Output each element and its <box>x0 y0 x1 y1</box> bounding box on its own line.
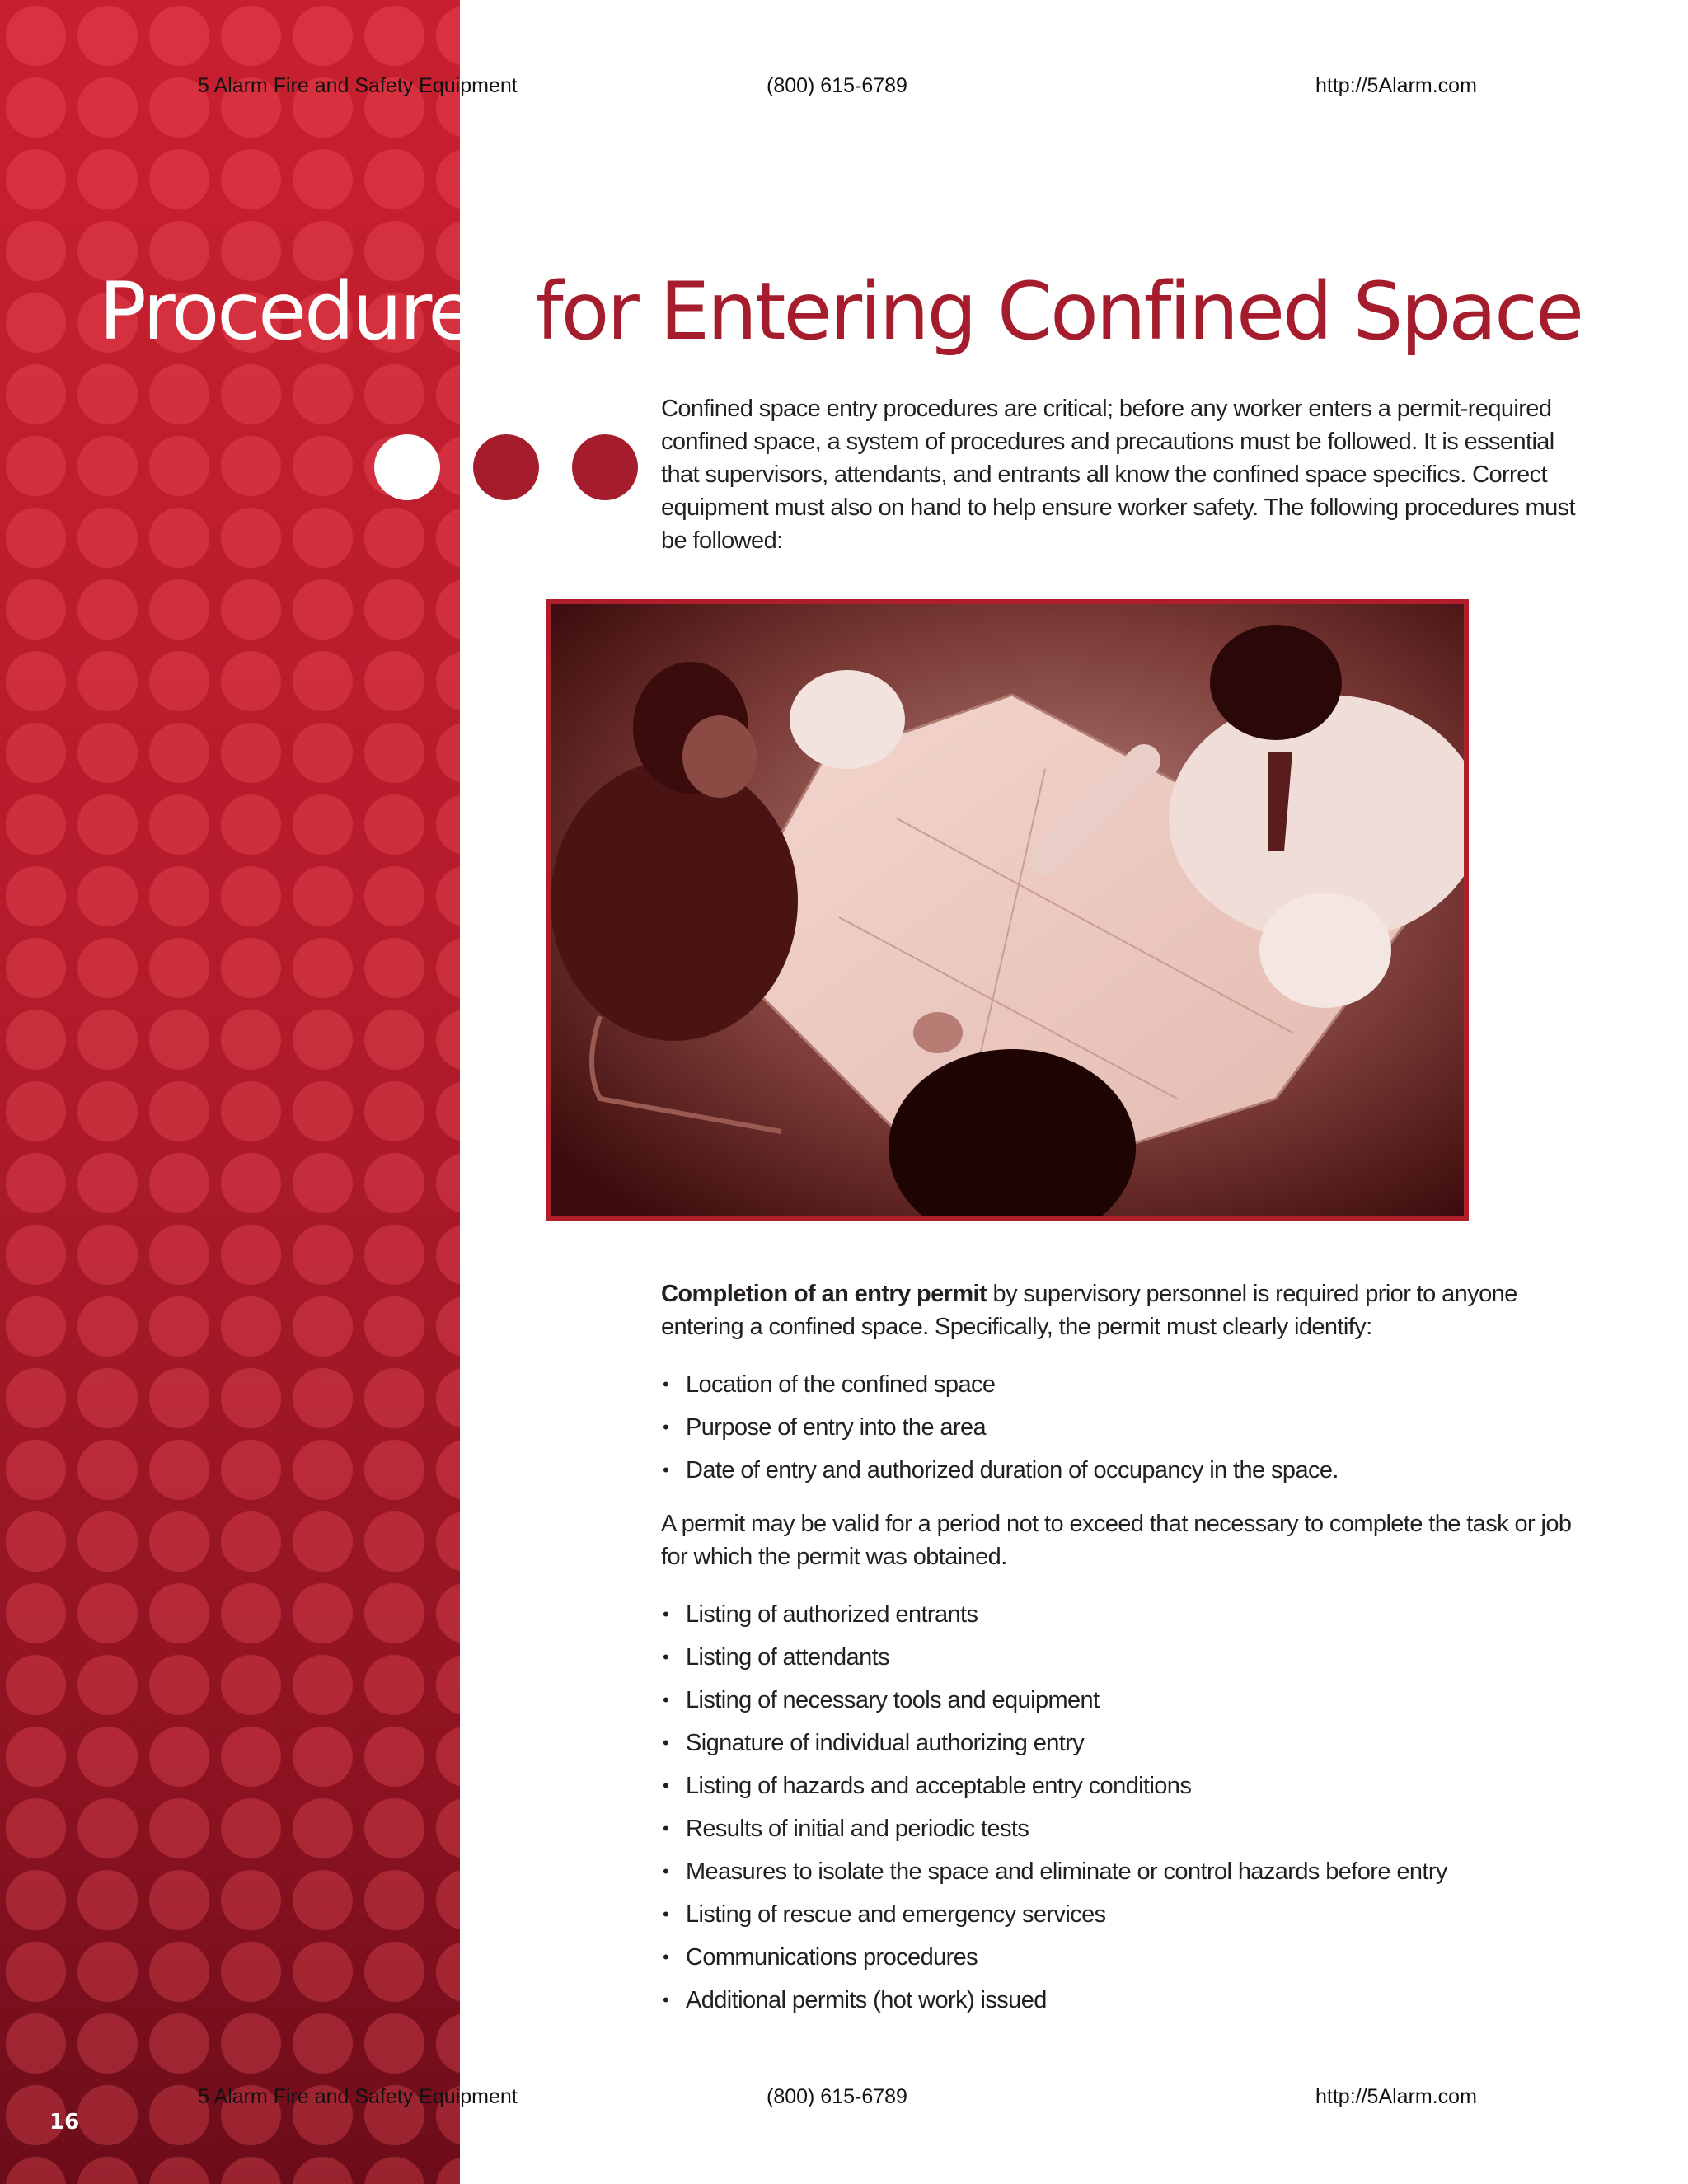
list-item: • Listing of necessary tools and equipment <box>661 1679 1447 1722</box>
list-item: • Purpose of entry into the area <box>661 1406 1339 1449</box>
header-url[interactable]: http://5Alarm.com <box>1315 74 1477 97</box>
permit-lead-bold: Completion of an entry permit <box>661 1281 987 1307</box>
list-item: • Location of the confined space <box>661 1363 1339 1406</box>
photo-illustration <box>551 604 1464 1216</box>
page-title-part-red: for Entering Confined Space <box>535 265 1582 358</box>
validity-paragraph: A permit may be valid for a period not to exceed that necessary to complete the task or job for which the permit was obtained. <box>661 1511 1572 1570</box>
decorative-dot-white <box>374 434 440 500</box>
footer-company: 5 Alarm Fire and Safety Equipment <box>198 2085 518 2108</box>
permit-lead-rest: by supervisory personnel is required prior to anyone entering a confined space. Specifically, the permit must clearly identify: <box>661 1281 1517 1340</box>
list-item: • Additional permits (hot work) issued <box>661 1979 1447 2022</box>
permit-contents-list <box>661 1593 1447 2022</box>
workers-blueprint-photo <box>546 599 1469 1221</box>
permit-paragraph <box>661 1277 1592 1343</box>
list-item: • Listing of hazards and acceptable entry conditions <box>661 1765 1447 1807</box>
list-item: • Listing of attendants <box>661 1636 1447 1679</box>
permit-identify-list <box>661 1363 1339 1492</box>
intro-paragraph: Confined space entry procedures are critical; before any worker enters a permit-required confined space, a system of procedures and precautions must be followed. It is essential that supervisors, attendants, and entrants all know the confined space specifics. Correct equipment must also on hand to help ensure worker safety. The following procedures must be followed: <box>661 396 1575 554</box>
list-item: • Listing of authorized entrants <box>661 1593 1447 1636</box>
footer-phone: (800) 615-6789 <box>767 2085 907 2108</box>
list-item: • Results of initial and periodic tests <box>661 1807 1447 1850</box>
list-item: • Signature of individual authorizing entry <box>661 1722 1447 1765</box>
page-title-part-white: Procedures <box>99 265 536 358</box>
list-item: • Communications procedures <box>661 1936 1447 1979</box>
header-phone: (800) 615-6789 <box>767 74 907 97</box>
list-item: • Date of entry and authorized duration of occupancy in the space. <box>661 1449 1339 1492</box>
decorative-dot-red <box>572 434 638 500</box>
header-company: 5 Alarm Fire and Safety Equipment <box>198 74 518 97</box>
list-item: • Measures to isolate the space and eliminate or control hazards before entry <box>661 1850 1447 1893</box>
page-title <box>99 265 1582 358</box>
list-item: • Listing of rescue and emergency services <box>661 1893 1447 1936</box>
decorative-dot-red <box>473 434 539 500</box>
footer-url[interactable]: http://5Alarm.com <box>1315 2085 1477 2108</box>
page-number: 16 <box>49 2110 80 2135</box>
